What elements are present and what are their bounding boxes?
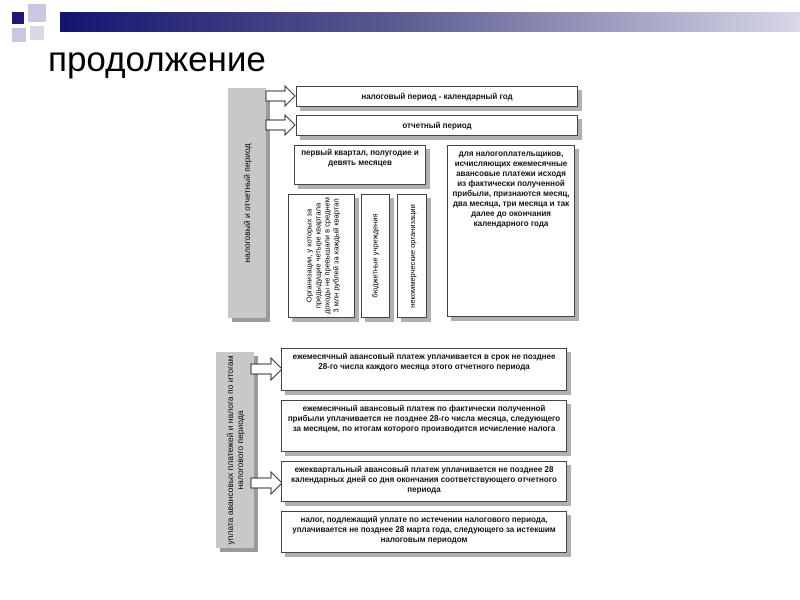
reporting-period-box: отчетный период: [296, 115, 578, 136]
tax-period-box: налоговый период - календарный год: [296, 86, 578, 107]
arrow-to-monthly-advance: [250, 357, 284, 381]
corner-square-navy-1: [12, 12, 24, 24]
budget-institutions-box: [361, 194, 390, 318]
nonprofit-orgs-text: некоммерческие организации: [407, 204, 417, 308]
arrow-to-quarterly-advance: [250, 471, 284, 495]
monthly-period-box: для налогоплательщиков, исчисляющих ежемесячные авансовые платежи исходя из фактически полученной прибыли, признаются месяц, два месяца, три месяца и так далее до окончания календарного года: [447, 145, 575, 317]
tax-payment-box: налог, подлежащий уплате по истечении налогового периода, уплачивается не позднее 28 марта года, следующего за истекшим налоговым периодом: [281, 511, 567, 553]
payment-side-panel: [216, 352, 254, 548]
nonprofit-orgs-box: [397, 194, 427, 318]
corner-square-lilac-3: [30, 26, 44, 40]
small-income-orgs-box: [288, 194, 355, 318]
budget-institutions-text: бюджетные учреждения: [370, 213, 380, 298]
arrow-to-tax-period: [265, 85, 297, 107]
period-side-panel: [228, 88, 266, 318]
corner-square-lilac-1: [28, 4, 46, 22]
slide-title: продолжение: [48, 40, 266, 79]
corner-square-lilac-2: [12, 28, 26, 42]
small-income-orgs-text: Организации, у которых за предыдущие четыре квартала доходы не превышали в среднем 3 млн рублей за каждый квартал: [304, 197, 340, 314]
quarter-period-box: первый квартал, полугодие и девять месяцев: [294, 145, 426, 185]
arrow-to-reporting-period: [265, 114, 297, 136]
title-gradient-bar: [60, 12, 800, 32]
monthly-advance-box: ежемесячный авансовый платеж уплачивается в срок не позднее 28-го числа каждого месяца этого отчетного периода: [281, 348, 567, 391]
monthly-actual-profit-box: ежемесячный авансовый платеж по фактически полученной прибыли уплачивается не позднее 28-го числа месяца, следующего за месяцем, по итогам которого производится исчисление налога: [281, 400, 567, 452]
payment-side-label: уплата авансовых платежей и налога по итогам налогового периода: [225, 355, 245, 545]
period-side-label: налоговый и отчетный период: [242, 143, 252, 263]
quarterly-advance-box: ежеквартальный авансовый платеж уплачивается не позднее 28 календарных дней со дня окончания соответствующего отчетного периода: [281, 461, 567, 502]
